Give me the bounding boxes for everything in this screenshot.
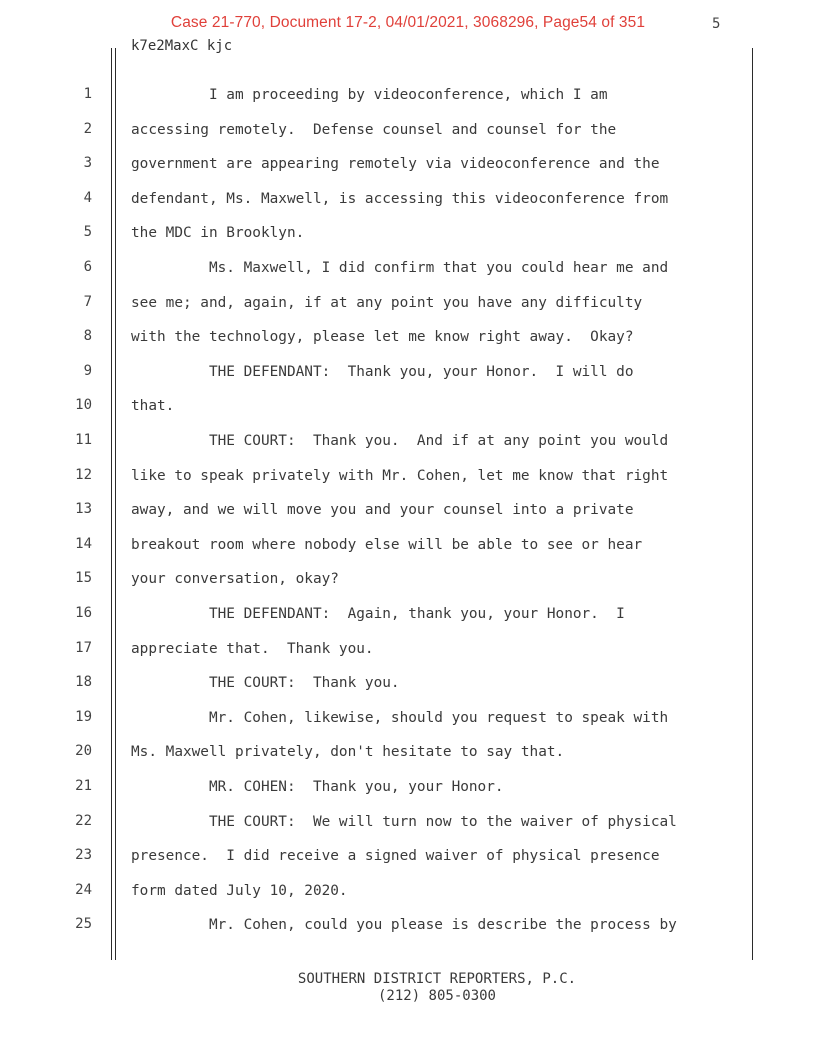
line-number: 20 bbox=[75, 743, 92, 760]
line-number: 13 bbox=[75, 501, 92, 518]
transcript-line: the MDC in Brooklyn. bbox=[131, 225, 305, 242]
line-number: 12 bbox=[75, 466, 92, 483]
line-number: 18 bbox=[75, 674, 92, 691]
line-number: 17 bbox=[75, 639, 92, 656]
footer-phone: (212) 805-0300 bbox=[377, 988, 496, 1004]
transcript-line: THE DEFENDANT: Again, thank you, your Honor. I bbox=[131, 606, 625, 622]
line-number: 23 bbox=[75, 847, 92, 864]
transcript-line: THE COURT: Thank you. And if at any point you would bbox=[131, 433, 669, 449]
line-number: 22 bbox=[75, 812, 92, 829]
transcript-line: see me; and, again, if at any point you have any difficulty bbox=[131, 294, 643, 311]
file-id: k7e2MaxC kjc bbox=[131, 38, 233, 54]
line-number: 11 bbox=[75, 432, 92, 448]
line-number: 8 bbox=[83, 328, 92, 345]
line-number: 5 bbox=[83, 224, 92, 241]
margin-rule-left-inner bbox=[115, 48, 116, 960]
line-number: 25 bbox=[75, 916, 92, 933]
transcript-line: away, and we will move you and your counsel into a private bbox=[131, 502, 634, 519]
line-number: 9 bbox=[83, 362, 92, 379]
transcript-line: I am proceeding by videoconference, which I am bbox=[131, 87, 608, 103]
transcript-line: MR. COHEN: Thank you, your Honor. bbox=[131, 779, 504, 795]
transcript-line: form dated July 10, 2020. bbox=[131, 882, 348, 899]
line-number: 15 bbox=[75, 570, 92, 587]
line-number: 7 bbox=[83, 293, 92, 310]
transcript-line: THE COURT: We will turn now to the waiver of physical bbox=[131, 813, 677, 830]
transcript-line: government are appearing remotely via videoconference and the bbox=[131, 156, 660, 173]
line-number: 19 bbox=[75, 708, 92, 725]
transcript-line: accessing remotely. Defense counsel and counsel for the bbox=[131, 121, 617, 138]
line-number: 1 bbox=[83, 86, 92, 102]
transcript-line: appreciate that. Thank you. bbox=[131, 640, 374, 657]
line-number: 3 bbox=[83, 155, 92, 172]
transcript-line: defendant, Ms. Maxwell, is accessing this videoconference from bbox=[131, 190, 669, 207]
line-number: 24 bbox=[75, 881, 92, 898]
transcript-line: Mr. Cohen, likewise, should you request to speak with bbox=[131, 709, 669, 726]
case-stamp: Case 21-770, Document 17-2, 04/01/2021, 3068296, Page54 of 351 bbox=[170, 14, 646, 31]
line-number: 21 bbox=[75, 778, 92, 794]
line-number: 10 bbox=[75, 397, 92, 414]
transcript-line: Mr. Cohen, could you please is describe the process by bbox=[131, 917, 677, 934]
line-number: 4 bbox=[83, 189, 92, 206]
footer-reporter: SOUTHERN DISTRICT REPORTERS, P.C. bbox=[297, 971, 577, 987]
transcript-line: that. bbox=[131, 398, 175, 415]
transcript-line: breakout room where nobody else will be able to see or hear bbox=[131, 536, 643, 553]
transcript-line: Ms. Maxwell, I did confirm that you could hear me and bbox=[131, 260, 669, 276]
line-number: 6 bbox=[83, 259, 92, 275]
margin-rule-right bbox=[752, 48, 753, 960]
transcript-line: with the technology, please let me know right away. Okay? bbox=[131, 329, 634, 346]
margin-rule-left-outer bbox=[111, 48, 112, 960]
page-number: 5 bbox=[712, 16, 721, 32]
line-number: 14 bbox=[75, 535, 92, 552]
transcript-line: like to speak privately with Mr. Cohen, let me know that right bbox=[131, 467, 669, 484]
line-number: 16 bbox=[75, 605, 92, 621]
line-number: 2 bbox=[83, 120, 92, 137]
transcript-line: THE DEFENDANT: Thank you, your Honor. I will do bbox=[131, 363, 634, 380]
transcript-line: Ms. Maxwell privately, don't hesitate to say that. bbox=[131, 744, 565, 761]
transcript-line: presence. I did receive a signed waiver of physical presence bbox=[131, 848, 660, 865]
transcript-line: THE COURT: Thank you. bbox=[131, 675, 400, 692]
transcript-line: your conversation, okay? bbox=[131, 571, 339, 588]
